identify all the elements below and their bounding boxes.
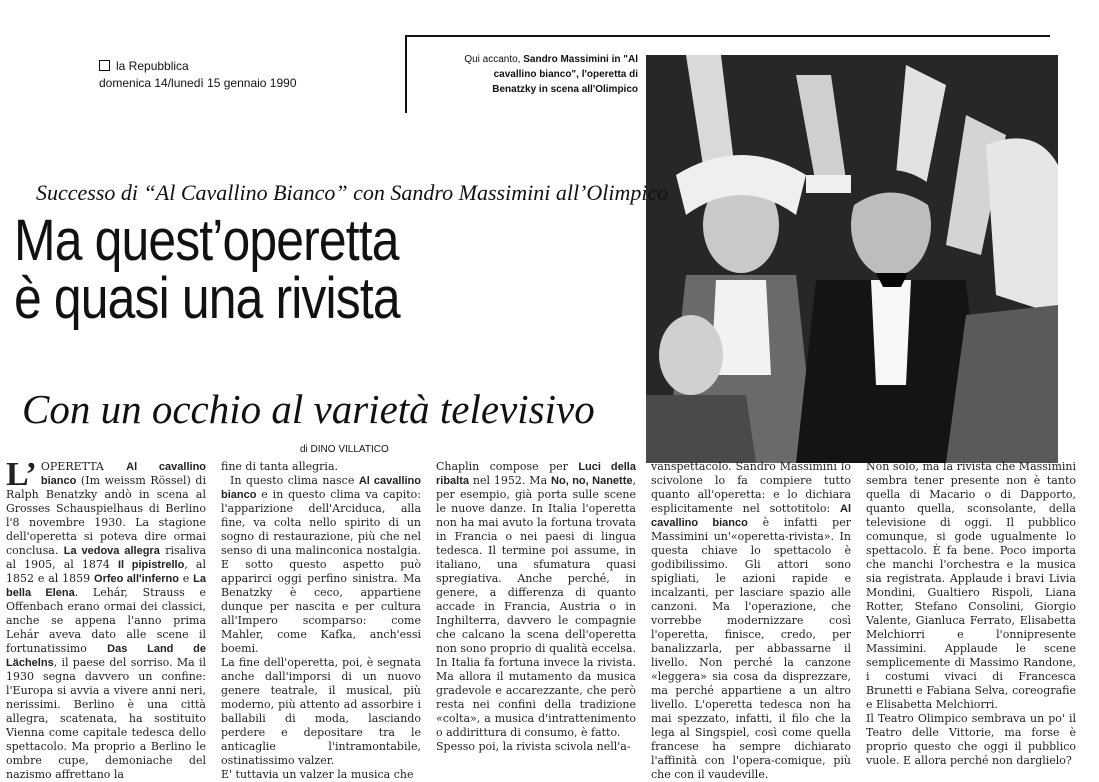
paragraph: vanspettacolo. Sandro Massimini lo scivolone lo fa compiere tutto quanto all'operetta: e lo dichiara esplicitamente nel sottotitolo: Al cavallino bianco è infatti per Massimini un'«operetta-rivista». In questa chiave lo spettacolo è godibilissimo. Gli attori sono spigliati, le azioni rapide e incalzanti, per lasciare spazio alle canzoni. Ma l'operazione, che vorrebbe modernizzare così l'operetta, finisce, credo, per banalizzarla, per abbassarne il livello. Non perché la canzone «leggera» sia cosa da disprezzare, ma perché appartiene a un altro livello. L'operetta tedesca non ha mai spezzato, infatti, il filo che la lega al Singspiel, così come quella francese ha sempre dichiarato l'affinità con l'opera-comique, più che con il vaudeville. xyxy=(651,460,851,781)
caption-lead: Qui accanto, xyxy=(464,54,524,65)
stage-photo-image xyxy=(646,55,1058,463)
checkbox-icon xyxy=(99,60,110,71)
paragraph: La fine dell'operetta, poi, è segnata anche dall'imporsi di un nuovo genere teatrale, il musical, più moderno, più attento ad assorbire i ballabili di moda, lasciando perdere e depositare tra le anticaglie l'intramontabile, ostinatissimo valzer. xyxy=(221,656,421,767)
caption-frame-left-rule xyxy=(405,35,407,113)
article-column-2 xyxy=(221,460,421,782)
publication-date: domenica 14/lunedì 15 gennaio 1990 xyxy=(99,76,297,90)
article-column-1 xyxy=(6,456,207,782)
dropcap: L’ xyxy=(6,456,37,493)
paragraph: L’ OPERETTA Al cavallino bianco (Im weissm Rössel) di Ralph Benatzky andò in scena al Grosses Schauspielhaus di Berlino l'8 novembre 1930. La stagione dell'operetta si poteva dire ormai conclusa. La vedova allegra risaliva al 1905, al 1874 Il pipistrello, al 1852 e al 1859 Orfeo all'inferno e La bella Elena. Lehár, Strauss e Offenbach erano ormai dei classici, anche se appena l'anno prima Lehár aveva dato alle scene il fortunatissimo Das Land de Lächelns, il paese del sorriso. Ma il 1930 segna davvero un confine: l'Europa si avvia a vivere anni neri, nerissimi. Berlino è una città allegra, scatenata, ha sostituito Vienna come capitale tedesca dello spettacolo. Ma proprio a Berlino le ombre cupe, demoniache del nazismo affrettano la xyxy=(6,456,207,781)
paragraph: E' tuttavia un valzer la musica che xyxy=(221,768,414,781)
article-column-4 xyxy=(651,460,851,782)
paragraph: Chaplin compose per Luci della ribalta nel 1952. Ma No, no, Nanette, per esempio, già porta sulle scene le nuove danze. In Italia l'operetta non ha mai avuto la fortuna trovata in Francia o nei paesi di lingua tedesca. Il termine poi assume, in italiano, una sfumatura quasi spregiativa. Anche perché, in genere, a differenza di quanto accade in Francia, Austria o in Inghilterra, davvero le compagnie che calcano la scena dell'operetta non sono proprio di qualità eccelsa. In Italia fa fortuna invece la rivista. Ma allora il mutamento da musica gradevole e accarezzante, che però resta nei confini della tradizione «colta», a musica d'intrattenimento o addirittura di consumo, è fatto. xyxy=(436,460,636,739)
paragraph: Spesso poi, la rivista scivola nell'a- xyxy=(436,740,631,753)
photo-caption xyxy=(448,52,638,97)
paragraph: Non solo, ma la rivista che Massimini sembra tener presente non è tanto quella di Macario o di Dapporto, quanto quella, sconsolante, della televisione di oggi. Il pubblico comunque, si gode ugualmente lo spettacolo. È fa bene. Poco importa che manchi l'orchestra e la musica sia registrata. Applaude i bravi Livia Mondini, Gualtiero Rispoli, Liana Rotter, Stefano Consolini, Giorgio Valente, Gianluca Ferrato, Elisabetta Melchiorri e l'onnipresente Massimini. Applaude le scene semplicemente di Massimo Randone, i costumi vivaci di Francesca Brunetti e Fabiana Selva, coreografie e Elisabetta Melchiorri. xyxy=(866,460,1076,711)
newspaper-name: la Repubblica xyxy=(116,59,189,73)
headline-line-1: Ma quest’operetta xyxy=(14,208,399,273)
byline: di DINO VILLATICO xyxy=(300,444,389,455)
caption-text: Sandro Massimini in "Al cavallino bianco", l'operetta di Benatzky in scena all'Olimpico xyxy=(492,54,638,95)
kicker: Successo di “Al Cavallino Bianco” con Sandro Massimini all’Olimpico xyxy=(36,180,669,205)
paragraph: Il Teatro Olimpico sembrava un po' il Teatro delle Vittorie, ma forse è proprio questo che oggi il pubblico vuole. E allora perché non darglielo? xyxy=(866,712,1076,767)
headline xyxy=(14,208,400,331)
headline-line-2: è quasi una rivista xyxy=(14,266,400,331)
article-column-3 xyxy=(436,460,636,754)
article-column-5 xyxy=(866,460,1076,768)
paragraph: fine di tanta allegria. xyxy=(221,460,338,473)
paragraph: In questo clima nasce Al cavallino bianco e in questo clima va capito: l'apparizione dell'Arciduca, alla fine, va colta nello spirito di un sogno di restaurazione, più che nel senso di una malinconica nostalgia. E sotto questo aspetto può apparirci oggi perfino sinistra. Ma Benatzky è ceco, appartiene dunque per nascita e per cultura all'Impero scomparso: come Mahler, come Kafka, anch'essi boemi. xyxy=(221,474,421,655)
deck-subtitle: Con un occhio al varietà televisivo xyxy=(22,386,595,432)
caption-frame-top-rule xyxy=(405,35,1050,37)
masthead xyxy=(99,58,297,92)
stage-photo xyxy=(646,55,1058,463)
